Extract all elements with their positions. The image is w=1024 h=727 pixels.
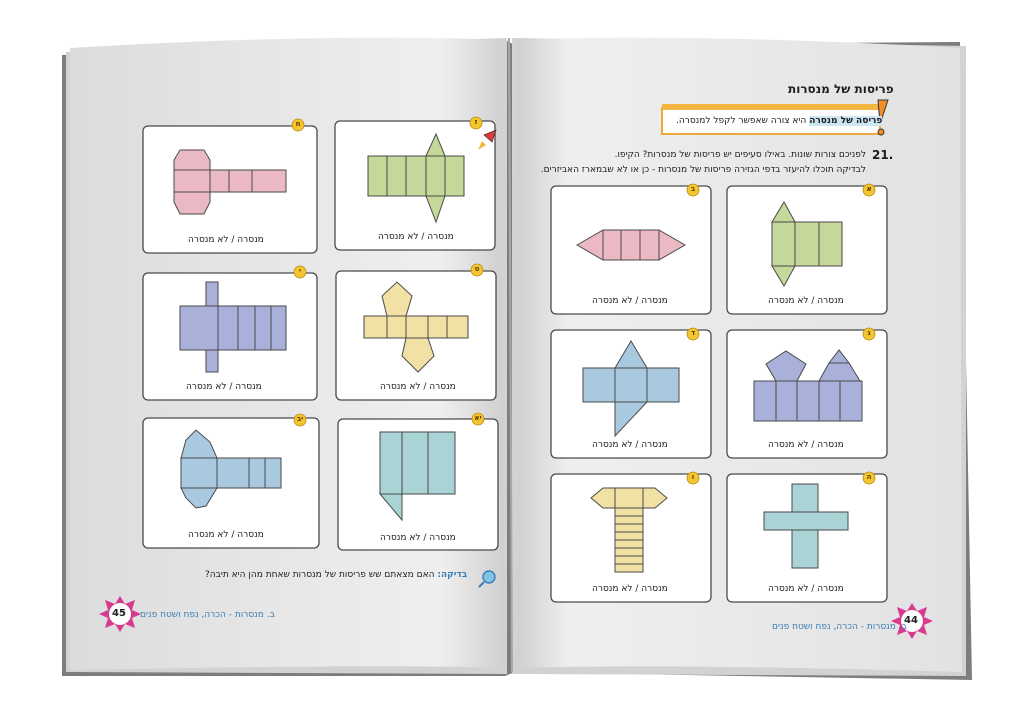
card-e-caption: מנסרה / לא מנסרה <box>768 584 844 594</box>
card-k-letter: יא <box>474 414 482 422</box>
check-text <box>205 570 467 580</box>
card-h-letter: ח <box>295 120 301 128</box>
left-footer: ב. מנסרות - הכרה, נפח ושטח פנים <box>140 610 275 620</box>
definition-rest: היא צורה שאפשר לקפל למנסרה. <box>676 116 807 126</box>
card-g-letter: ז <box>474 118 478 126</box>
card-i-letter: ט <box>474 265 480 273</box>
definition-box-bar <box>662 104 884 110</box>
card-f-letter: ו <box>691 473 695 481</box>
card-c-letter: ג <box>867 329 871 337</box>
card-k-caption: מנסרה / לא מנסרה <box>380 533 456 543</box>
check-question: האם מצאתם שש פריסות של מנסרות שאחת מהן היא תיבה? <box>205 570 435 580</box>
card-l-caption: מנסרה / לא מנסרה <box>188 530 264 540</box>
card-d-caption: מנסרה / לא מנסרה <box>592 440 668 450</box>
right-page-number: 44 <box>904 615 918 626</box>
card-i-caption: מנסרה / לא מנסרה <box>380 382 456 392</box>
definition-text <box>676 116 882 126</box>
check-label: בדיקה: <box>437 570 468 580</box>
card-g-caption: מנסרה / לא מנסרה <box>378 232 454 242</box>
card-b-letter: ב <box>690 185 696 193</box>
card-h-caption: מנסרה / לא מנסרה <box>188 235 264 245</box>
card-j-letter: י <box>298 267 302 275</box>
exclamation-dot-icon <box>878 129 884 135</box>
left-page-number: 45 <box>112 608 126 619</box>
card-d-letter: ד <box>690 329 696 337</box>
card-f-caption: מנסרה / לא מנסרה <box>592 584 668 594</box>
page-title: פריסות של מנסרות <box>788 82 894 96</box>
exercise-line-2: לבדיקה תוכלו להיעזר בדפי הגזירה פריסות של מנסרות - כן או לא שבמארז האביזרים. <box>540 165 866 175</box>
right-footer: ב. מנסרות - הכרה, נפח ושטח פנים <box>772 622 907 632</box>
card-j-caption: מנסרה / לא מנסרה <box>186 382 262 392</box>
card-a-letter: א <box>866 185 872 193</box>
card-l-letter: יב <box>296 415 304 423</box>
card-c-caption: מנסרה / לא מנסרה <box>768 440 844 450</box>
card-b-caption: מנסרה / לא מנסרה <box>592 296 668 306</box>
exercise-number: 21. <box>872 148 894 162</box>
card-a-caption: מנסרה / לא מנסרה <box>768 296 844 306</box>
card-e-letter: ה <box>866 473 872 481</box>
definition-term: פריסה של מנסרה <box>809 116 883 126</box>
exercise-line-1: לפניכם צורות שונות. באילו סעיפים יש פריסות של מנסרות? הקיפו. <box>614 150 866 160</box>
